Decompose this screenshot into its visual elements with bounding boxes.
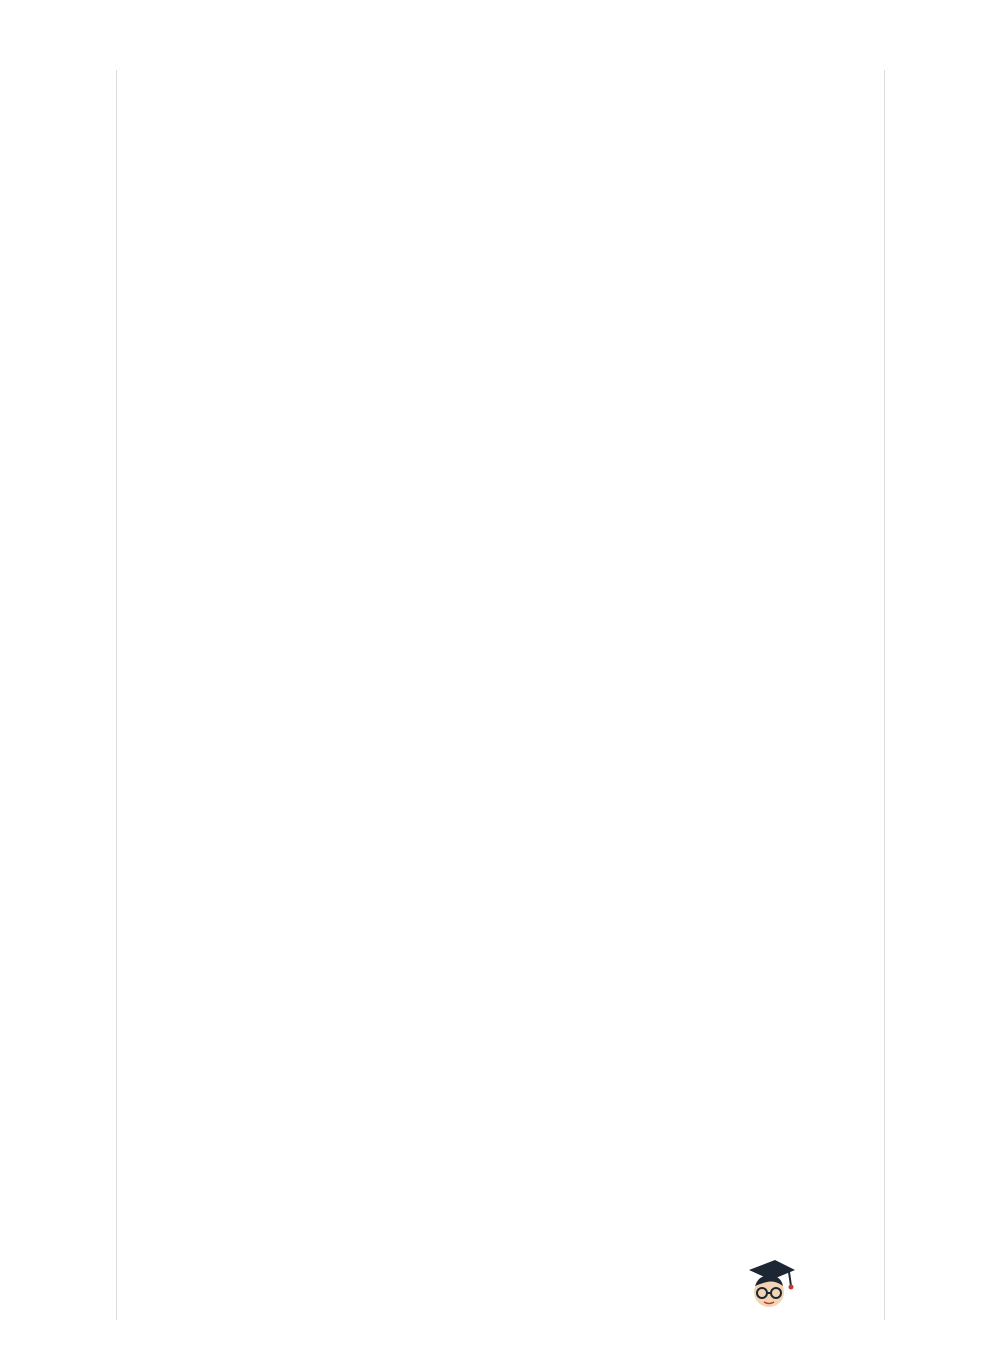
graduate-mascot-icon bbox=[745, 1256, 797, 1312]
page-border-right bbox=[884, 70, 885, 1320]
page-border-left bbox=[116, 70, 117, 1320]
collegedunia-logo bbox=[745, 1252, 975, 1322]
